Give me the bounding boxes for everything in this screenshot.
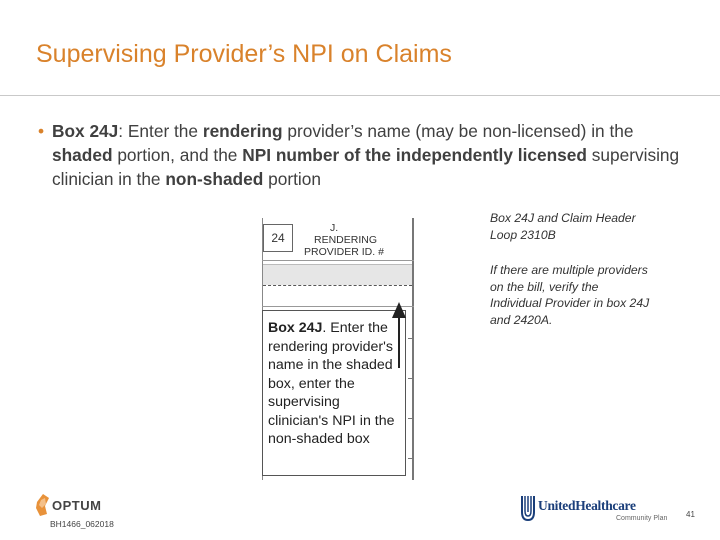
bullet-seg-9: portion — [263, 169, 321, 189]
bullet-symbol: • — [38, 121, 45, 141]
form-right-border — [412, 218, 414, 480]
bullet-seg-5: portion, and the — [112, 145, 243, 165]
form-tick — [408, 378, 413, 379]
form-rule — [262, 260, 414, 261]
arrow-head-icon — [392, 302, 406, 318]
bullet-seg-2: rendering — [202, 121, 283, 141]
uhc-subtitle: Community Plan — [616, 515, 668, 522]
dashed-separator — [263, 285, 412, 286]
note-loop: Box 24J and Claim Header Loop 2310B — [490, 211, 636, 242]
document-code: BH1466_062018 — [50, 519, 114, 529]
uhc-logo-text: UnitedHealthcare — [538, 498, 636, 513]
note-multiple-providers: If there are multiple providers on the bill, verify the Individual Provider in box 24J and 2420A. — [490, 263, 650, 327]
field-header-line-2: RENDERING — [314, 234, 378, 246]
callout-box — [262, 310, 406, 476]
bullet-text — [38, 119, 688, 191]
form-tick — [408, 418, 413, 419]
bullet-seg-4: shaded — [52, 145, 113, 165]
optum-logo-text: OPTUM — [52, 498, 102, 513]
page-number: 41 — [686, 510, 695, 519]
bullet-seg-0: Box 24J — [52, 121, 119, 141]
form-tick — [408, 458, 413, 459]
box-number: 24 — [263, 224, 293, 252]
bullet-seg-8: non-shaded — [165, 169, 264, 189]
bullet-point — [38, 119, 688, 191]
shaded-portion — [263, 264, 412, 285]
uhc-logo-icon — [520, 492, 536, 522]
form-tick — [408, 338, 413, 339]
bullet-seg-1: : Enter the — [118, 121, 203, 141]
title-divider — [0, 95, 720, 96]
callout-title: Box 24J — [268, 320, 323, 336]
bullet-seg-7: supervising clinician in the — [52, 145, 680, 189]
field-header-line-1: J. — [330, 222, 339, 234]
field-header — [304, 222, 394, 258]
arrow-up-icon — [398, 314, 400, 368]
bullet-seg-3: provider’s name (may be non-licensed) in the — [282, 121, 634, 141]
callout-text: . Enter the rendering provider's name in the shaded box, enter the supervising clinician's NPI in the non-shaded box — [268, 320, 395, 447]
bullet-seg-6: NPI number of the independently licensed — [242, 145, 587, 165]
claim-form-excerpt — [258, 218, 416, 480]
field-header-line-3: PROVIDER ID. # — [304, 246, 384, 258]
slide-title: Supervising Provider’s NPI on Claims — [36, 40, 452, 68]
